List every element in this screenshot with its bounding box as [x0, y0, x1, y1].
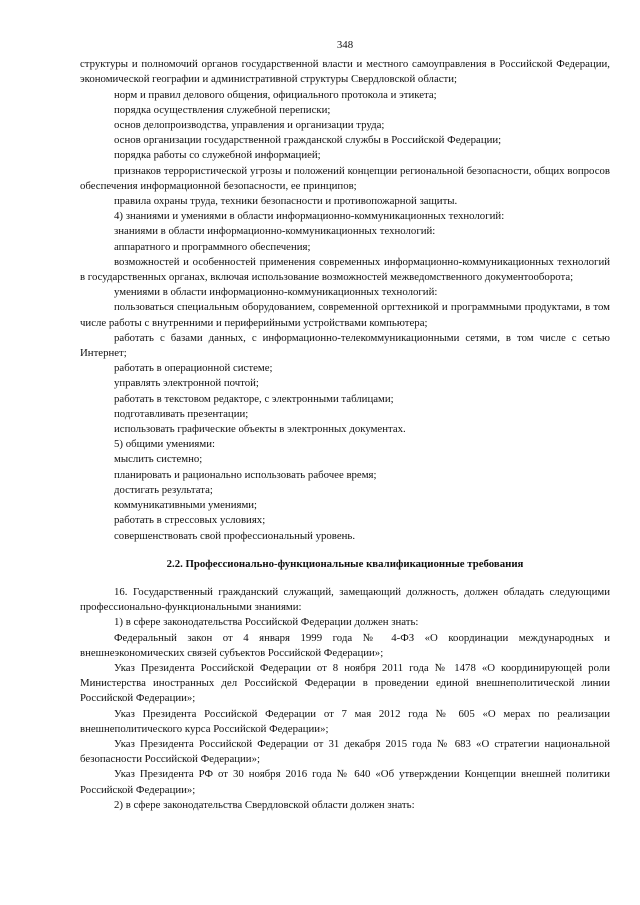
paragraph: Указ Президента Российской Федерации от 8 ноября 2011 года № 1478 «О координирующей роли Министерства иностранных дел Российской Федерации в проведении единой внешнеполитической линии Российской Федерации»; [80, 661, 610, 705]
paragraph: подготавливать презентации; [114, 407, 249, 420]
section-heading: 2.2. Профессионально-функциональные квалификационные требования [166, 557, 524, 570]
paragraph: Указ Президента Российской Федерации от 31 декабря 2015 года № 683 «О стратегии национальной безопасности Российской Федерации»; [80, 737, 610, 766]
paragraph: Указ Президента Российской Федерации от 7 мая 2012 года № 605 «О мерах по реализации внешнеполитического курса Российской Федерации»; [80, 707, 610, 735]
paragraph: работать с базами данных, с информационно-телекоммуникационными сетями, в том числе с сетью Интернет; [80, 331, 610, 360]
paragraph: мыслить системно; [114, 453, 203, 466]
paragraph: порядка осуществления служебной переписки; [114, 103, 331, 116]
paragraph: возможностей и особенностей применения современных информационно-коммуникационных технологий в государственных органах, включая использование возможностей межведомственного документооборота; [80, 255, 610, 284]
paragraph: правила охраны труда, техники безопасности и противопожарной защиты. [114, 195, 458, 208]
paragraph: структуры и полномочий органов государственной власти и местного самоуправления в Российской Федерации, экономической географии и административной структуры Свердловской области; [80, 58, 610, 86]
paragraph: основ делопроизводства, управления и организации труда; [114, 119, 385, 132]
paragraph: 2) в сфере законодательства Свердловской области должен знать: [114, 798, 415, 811]
paragraph: пользоваться специальным оборудованием, современной оргтехникой и программными продуктами, в том числе работы с внутренними и периферийными устройствами компьютера; [80, 301, 610, 329]
paragraph: норм и правил делового общения, официального протокола и этикета; [114, 88, 437, 101]
paragraph: признаков террористической угрозы и положений концепции региональной безопасности, общих вопросов обеспечения информационной безопасности, ее принципов; [80, 164, 610, 192]
paragraph: 5) общими умениями: [114, 438, 215, 451]
paragraph: порядка работы со служебной информацией; [114, 149, 321, 162]
paragraph: планировать и рационально использовать рабочее время; [114, 468, 377, 481]
paragraph: умениями в области информационно-коммуникационных технологий: [114, 286, 438, 299]
paragraph: использовать графические объекты в электронных документах. [114, 423, 406, 436]
page-number: 348 [336, 39, 354, 51]
paragraph: управлять электронной почтой; [114, 377, 259, 390]
paragraph: достигать результата; [114, 483, 213, 496]
paragraph: коммуникативными умениями; [114, 499, 258, 512]
paragraph: 4) знаниями и умениями в области информационно-коммуникационных технологий: [114, 210, 505, 223]
paragraph: работать в текстовом редакторе, с электронными таблицами; [114, 392, 394, 405]
paragraph: Указ Президента РФ от 30 ноября 2016 года № 640 «Об утверждении Концепции внешней политики Российской Федерации»; [80, 768, 610, 796]
paragraph: 16. Государственный гражданский служащий, замещающий должность, должен обладать следующими профессионально-функциональными знаниями: [80, 585, 610, 614]
spacer [80, 544, 610, 557]
paragraph: знаниями в области информационно-коммуникационных технологий: [114, 225, 436, 238]
paragraph: работать в стрессовых условиях; [114, 514, 266, 527]
paragraph: аппаратного и программного обеспечения; [114, 240, 311, 253]
paragraph: 1) в сфере законодательства Российской Федерации должен знать: [114, 616, 419, 629]
spacer [80, 572, 610, 585]
paragraph: совершенствовать свой профессиональный уровень. [114, 529, 356, 542]
paragraph: Федеральный закон от 4 января 1999 года № 4-ФЗ «О координации международных и внешнеэкономических связей субъектов Российской Федерации»; [80, 631, 610, 659]
paragraph: работать в операционной системе; [114, 362, 273, 375]
paragraph: основ организации государственной гражданской службы в Российской Федерации; [114, 134, 502, 147]
